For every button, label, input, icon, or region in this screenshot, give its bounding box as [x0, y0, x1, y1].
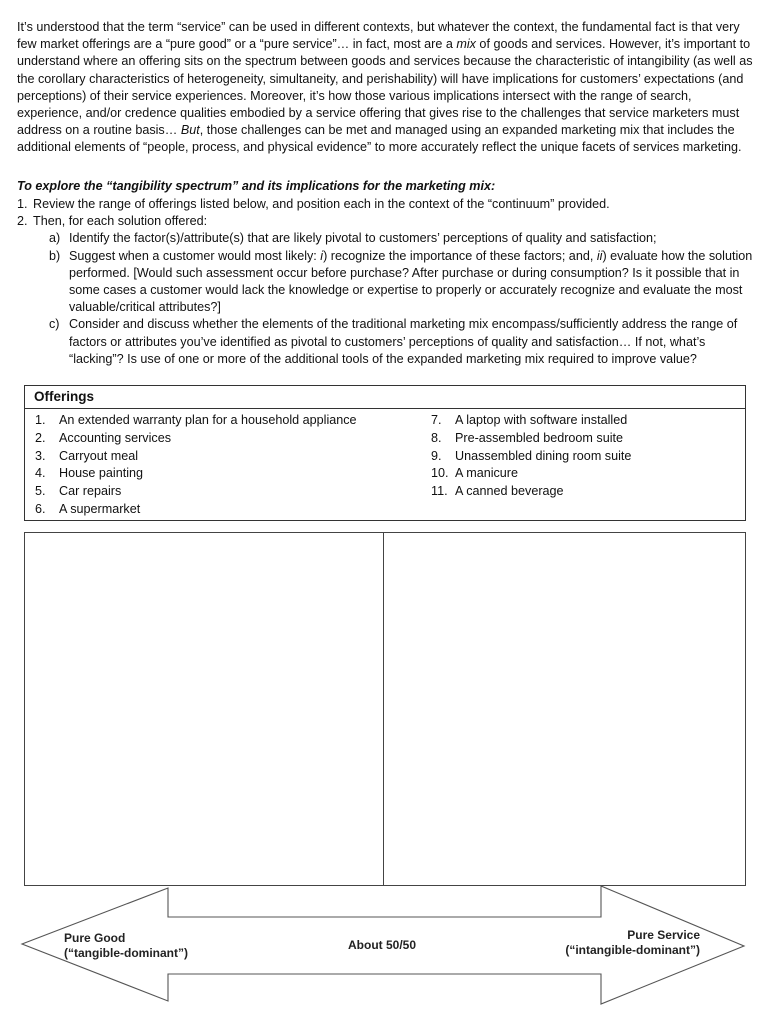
positioning-grid — [24, 532, 746, 886]
offering-item — [35, 501, 357, 519]
offerings-heading: Offerings — [25, 386, 745, 409]
substep-a — [33, 230, 759, 247]
continuum-right-label — [562, 928, 700, 958]
offering-item — [431, 430, 631, 448]
offering-text: An extended warranty plan for a household appliance — [59, 413, 357, 427]
intro-but-word: But — [180, 123, 200, 138]
intro-part1: It’s understood that the term “service” can be used in different contexts, but whatever the context, the fundamental fact is that very few market offerings are a “pure good” or a “pure service”… in fact, most are a — [17, 20, 740, 52]
substep-text-post: ) evaluate how the solution performed. [Would such assessment occur before purchase? After purchase or during consumption? Is it possible that in some cases a customer would lack the knowledge or expertise to properly or accurately recognize and evaluate the most valuable/critical attributes?] — [69, 248, 753, 315]
offering-number: 11. — [431, 484, 448, 499]
pure-good-title: Pure Good — [64, 931, 126, 945]
substep-roman-i: i — [320, 248, 324, 263]
offering-text: House painting — [59, 466, 144, 481]
offering-text: Pre-assembled bedroom suite — [455, 430, 623, 445]
substep-text: Consider and discuss whether the elements of the traditional marketing mix encompass/sufficiently address the range of factors or attributes you’ve identified as pivotal to customers’ perceptions of quality and satisfaction… If not, what’s “lacking”? Is use of one or more of the additional tools of the expanded marketing mix required to improve value? — [69, 317, 738, 366]
step-text: Review the range of offerings listed below, and position each in the context of the “continuum” provided. — [33, 197, 610, 211]
continuum-middle-label: About 50/50 — [348, 938, 417, 952]
offering-number: 10. — [431, 466, 449, 481]
offering-item — [35, 483, 357, 501]
offering-number: 5. — [35, 484, 46, 499]
continuum-left-label — [64, 931, 188, 961]
intro-part3: , those challenges can be met and managed using an expanded marketing mix that includes the additional elements of “people, process, and physical evidence” to more accurately reflect the unique facets of services marketing. — [17, 123, 742, 155]
offering-text: A laptop with software installed — [455, 413, 628, 427]
offering-text: Carryout meal — [59, 448, 139, 463]
grid-divider — [383, 533, 384, 885]
offering-text: Accounting services — [59, 430, 171, 445]
offering-text: Car repairs — [59, 484, 122, 499]
intro-part2: of goods and services. However, it’s important to understand where an offering sits on the spectrum between goods and services because the characteristic of intangibility (as well as the corollary characteristics of heterogeneity, simultaneity, and perishability) will have implications for customers’ expectations (and perceptions) of their service experiences. Moreover, it’s how those various implications intersect with the range of search, experience, and/or credence qualities embodied by a service offering that gives rise to the challenges that service marketers must address on a routine basis… — [17, 37, 753, 138]
offerings-table — [24, 385, 746, 521]
offering-item — [431, 465, 631, 483]
step-number: 1. — [17, 197, 28, 211]
offering-item — [35, 430, 357, 448]
offering-number: 1. — [35, 413, 46, 427]
substep-roman-ii: ii — [596, 248, 603, 263]
intro-mix-word: mix — [456, 37, 476, 52]
pure-good-subtitle: (“tangible-dominant”) — [64, 946, 188, 960]
offerings-left-column — [35, 412, 357, 519]
step-text: Then, for each solution offered: — [33, 214, 208, 229]
substep-c — [33, 316, 759, 368]
offering-number: 8. — [431, 430, 442, 445]
instruction-steps — [17, 196, 759, 368]
offering-number: 7. — [431, 413, 442, 427]
offering-item — [431, 483, 631, 501]
substep-letter: b) — [49, 248, 61, 263]
offering-item — [431, 412, 631, 430]
offering-item — [35, 448, 357, 466]
offering-number: 9. — [431, 448, 442, 463]
offering-text: A supermarket — [59, 501, 141, 516]
offering-number: 2. — [35, 430, 46, 445]
substep-text-mid: ) recognize the importance of these factors; and, — [323, 248, 597, 263]
offering-text: A canned beverage — [455, 484, 564, 499]
substep-text: Identify the factor(s)/attribute(s) that are likely pivotal to customers’ perceptions of quality and satisfaction; — [69, 231, 657, 246]
offering-text: A manicure — [455, 466, 518, 481]
offering-number: 6. — [35, 501, 46, 516]
pure-service-title: Pure Service — [627, 928, 700, 942]
substep-letter: a) — [49, 231, 61, 246]
step-2 — [17, 213, 759, 368]
offering-item — [35, 412, 357, 430]
substep-b — [33, 248, 759, 317]
offering-item — [35, 465, 357, 483]
pure-service-subtitle: (“intangible-dominant”) — [565, 943, 700, 957]
offering-number: 4. — [35, 466, 46, 481]
offering-item — [431, 448, 631, 466]
step-1 — [17, 196, 759, 213]
step-number: 2. — [17, 214, 28, 229]
offering-number: 3. — [35, 448, 46, 463]
substep-text-pre: Suggest when a customer would most likely: — [69, 248, 321, 263]
task-heading: To explore the “tangibility spectrum” and its implications for the marketing mix: — [17, 179, 496, 193]
intro-paragraph — [17, 19, 759, 157]
offerings-right-column — [431, 412, 631, 501]
substeps — [33, 230, 759, 368]
offering-text: Unassembled dining room suite — [455, 448, 632, 463]
substep-letter: c) — [49, 317, 60, 332]
